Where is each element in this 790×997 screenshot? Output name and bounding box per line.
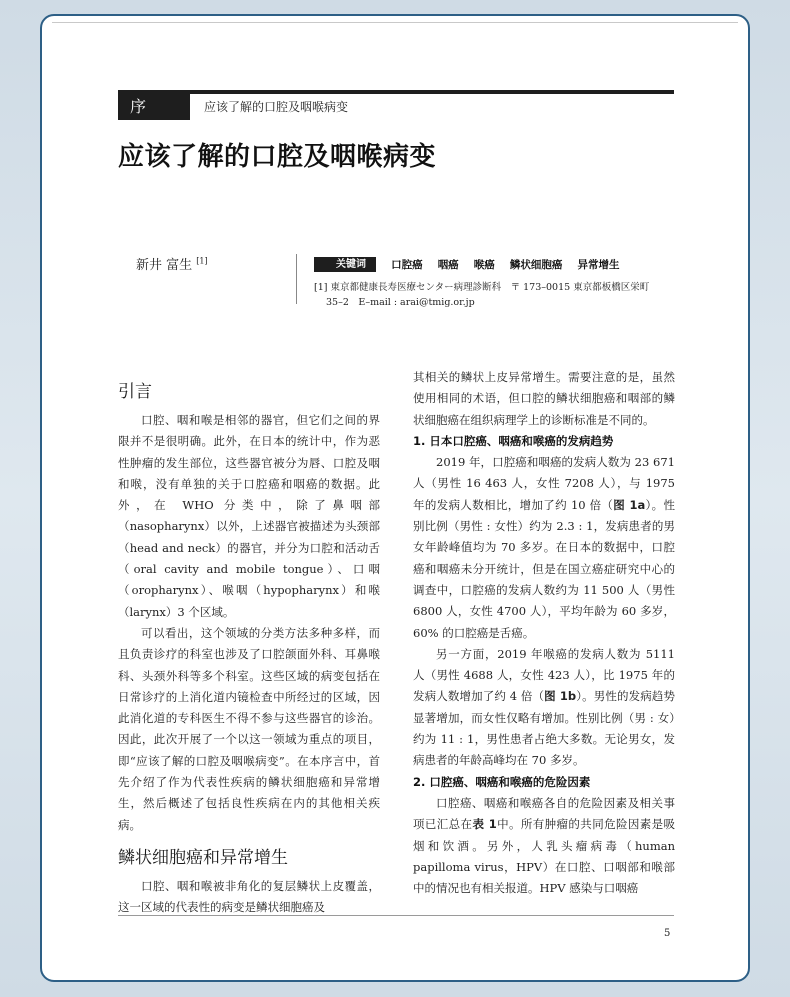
paragraph [413,793,675,899]
author-ref: [1] [196,256,208,266]
page-number: 5 [664,928,671,939]
paragraph: 其相关的鳞状上皮异常增生。需要注意的是，虽然使用相同的术语，但口腔的鳞状细胞癌和咽部的鳞状细胞癌在组织病理学上的诊断标准是不同的。 [413,370,675,427]
left-column [118,380,380,919]
section-running-title: 应该了解的口腔及咽喉病变 [204,100,349,114]
section-header-rule [118,90,674,94]
footer-rule [118,915,674,916]
figure-ref: 图 1b [544,689,577,704]
paragraph: 口腔、咽和喉是相邻的器官，但它们之间的界限并不是很明确。此外，在日本的统计中，作为恶性肿瘤的发生部位，这些器官被分为唇、口腔及咽和喉，没有单独的关于口腔癌和咽癌的数据。此外，在 WHO 分类中，除了鼻咽部（nasopharynx）以外，上述器官被描述为头颈部（head and neck）的器官，并分为口腔和活动舌（oral cavity and mobile tongue）、口咽（oropharynx）、喉咽（hypopharynx）和喉（larynx）3 个区域。 [118,413,380,619]
text-run: ）。性别比例（男性 : 女性）约为 2.3 : 1，发病患者的男女年龄峰值均为 70 多岁。在日本的数据中，口腔癌和咽癌未分开统计，但是在国立癌症研究中心的调查中，口腔癌的发病人数约为 11 500 人（男性 6800 人，女性 4700 人），平均年龄为 60 多岁，60% 的口腔癌是舌癌。 [413,497,675,640]
keywords-label: 关键词 [314,257,376,272]
keyword: 鳞状细胞癌 [509,259,563,271]
text-run: 另一方面，2019 年喉癌的发病人数为 5111 人（男性 4688 人，女性 423 人），比 1975 年的发病人数增加了约 4 倍（ [413,646,675,704]
text-run: 2019 年，口腔癌和咽癌的发病人数为 23 671 人（男性 16 463 人，女性 7208 人），与 1975 年的发病人数相比，增加了约 10 倍（ [413,455,675,512]
section-header [118,90,674,120]
author-divider [296,254,297,304]
text-run: ）。男性的发病趋势显著增加，而女性仅略有增加。性别比例（男 : 女）约为 11 : 1，男性患者占绝大多数。无论男女，发病患者的年龄高峰均在 70 多岁。 [413,689,675,768]
top-rule [52,22,738,23]
keywords [314,254,619,270]
right-column [413,367,675,899]
paragraph: 口腔、咽和喉被非角化的复层鳞状上皮覆盖，这一区域的代表性的病变是鳞状细胞癌及 [118,878,380,915]
affiliation [314,280,678,310]
affiliation-line: 35–2 E–mail : arai@tmig.or.jp [326,297,475,308]
heading-scc: 鳞状细胞癌和异常增生 [118,847,288,868]
keyword: 喉癌 [473,259,495,271]
author-name: 新井 富生 [136,258,193,273]
text-run: 中。所有肿瘤的共同危险因素是吸烟和饮酒。另外，人乳头瘤病毒（human papilloma virus，HPV）在口腔、口咽部和喉部中的情况也有相关报道。HPV 感染与口咽癌 [413,817,676,896]
text-run: 口腔癌、咽癌和喉癌各自的危险因素及相关事项已汇总在 [413,795,675,832]
keyword: 异常增生 [577,259,620,271]
paragraph: 可以看出，这个领域的分类方法多种多样，而且负责诊疗的科室也涉及了口腔颌面外科、耳鼻喉科、头颈外科等多个科室。这些区域的病变包括在日常诊疗的上消化道内镜检查中所经过的区域，因此消化道的专科医生不得不参与这些器官的诊治。因此，此次开展了一个以这一领域为重点的项目，即“应该了解的口腔及咽喉病变”。在本序言中，首先介绍了作为代表性疾病的鳞状细胞癌和异常增生，然后概述了包括良性疾病在内的其他相关疾病。 [118,625,380,832]
subheading: 2. 口腔癌、咽癌和喉癌的危险因素 [413,774,591,789]
subheading: 1. 日本口腔癌、咽癌和喉癌的发病趋势 [413,433,614,448]
paragraph [413,452,675,644]
affiliation-line: [1] 東京都健康長寿医療センター病理診断科 〒 173–0015 東京都板橋区栄町 [314,282,650,293]
heading-introduction: 引言 [118,382,152,402]
keyword: 咽癌 [437,259,459,271]
author [136,254,208,273]
section-tag: 序 [118,94,190,120]
table-ref: 表 1 [472,817,497,832]
paragraph [413,644,675,772]
figure-ref: 图 1a [613,497,646,512]
keyword: 口腔癌 [391,259,423,271]
article-title: 应该了解的口腔及咽喉病变 [118,142,437,172]
